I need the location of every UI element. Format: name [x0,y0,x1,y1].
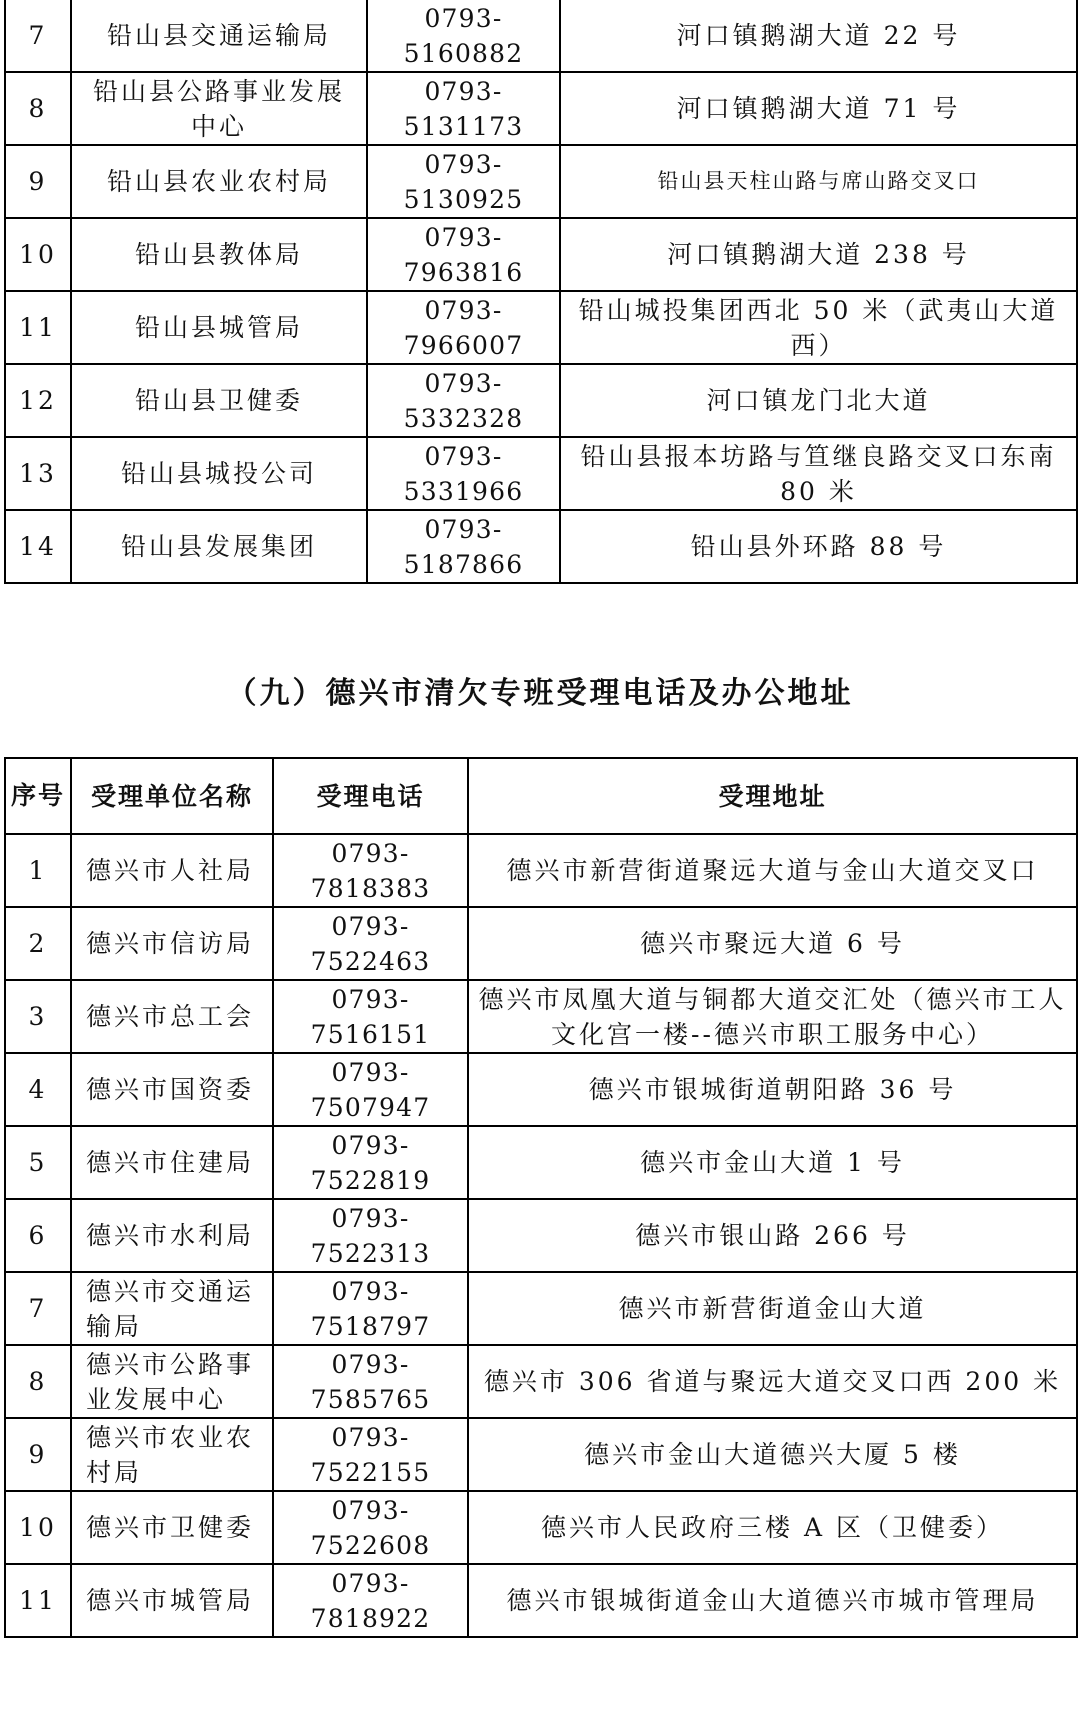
address: 德兴市银城街道金山大道德兴市城市管理局 [468,1564,1077,1637]
unit-name: 铅山县城投公司 [71,437,367,510]
unit-name: 铅山县城管局 [71,291,367,364]
row-number: 12 [5,364,71,437]
table-row [5,72,1077,145]
unit-name: 德兴市国资委 [71,1053,273,1126]
unit-name: 铅山县交通运输局 [71,0,367,72]
address: 铅山县天柱山路与席山路交叉口 [560,145,1077,218]
address: 德兴市金山大道 1 号 [468,1126,1077,1199]
row-number: 5 [5,1126,71,1199]
row-number: 3 [5,980,71,1053]
phone-number: 0793-7522608 [273,1491,468,1564]
header-phone: 受理电话 [273,758,468,834]
row-number: 7 [5,0,71,72]
table-header-row [5,758,1077,834]
contact-table-dexing [4,757,1078,1638]
phone-number: 0793-7963816 [367,218,560,291]
row-number: 4 [5,1053,71,1126]
table-row [5,364,1077,437]
address: 铅山城投集团西北 50 米（武夷山大道西） [560,291,1077,364]
phone-number: 0793-5331966 [367,437,560,510]
unit-name: 德兴市总工会 [71,980,273,1053]
phone-number: 0793-5160882 [367,0,560,72]
unit-name: 铅山县公路事业发展中心 [71,72,367,145]
header-address: 受理地址 [468,758,1077,834]
address: 铅山县外环路 88 号 [560,510,1077,583]
phone-number: 0793-7522313 [273,1199,468,1272]
address: 德兴市新营街道金山大道 [468,1272,1077,1345]
table-row [5,1199,1077,1272]
address: 德兴市凤凰大道与铜都大道交汇处（德兴市工人文化宫一楼--德兴市职工服务中心） [468,980,1077,1053]
table-row [5,437,1077,510]
table-row [5,218,1077,291]
unit-name: 德兴市住建局 [71,1126,273,1199]
table-row [5,1564,1077,1637]
unit-name: 德兴市农业农村局 [71,1418,273,1491]
row-number: 9 [5,145,71,218]
address: 德兴市人民政府三楼 A 区（卫健委） [468,1491,1077,1564]
table-row [5,834,1077,907]
address: 河口镇鹅湖大道 22 号 [560,0,1077,72]
row-number: 8 [5,1345,71,1418]
phone-number: 0793-7522463 [273,907,468,980]
header-number: 序号 [5,758,71,834]
header-unit: 受理单位名称 [71,758,273,834]
row-number: 10 [5,1491,71,1564]
unit-name: 铅山县卫健委 [71,364,367,437]
row-number: 14 [5,510,71,583]
unit-name: 铅山县农业农村局 [71,145,367,218]
address: 河口镇鹅湖大道 238 号 [560,218,1077,291]
row-number: 2 [5,907,71,980]
address: 铅山县报本坊路与笪继良路交叉口东南 80 米 [560,437,1077,510]
unit-name: 铅山县发展集团 [71,510,367,583]
unit-name: 德兴市卫健委 [71,1491,273,1564]
table-row [5,1126,1077,1199]
phone-number: 0793-7522819 [273,1126,468,1199]
unit-name: 德兴市水利局 [71,1199,273,1272]
table-row [5,907,1077,980]
table-row [5,1053,1077,1126]
unit-name: 德兴市公路事业发展中心 [71,1345,273,1418]
address: 河口镇龙门北大道 [560,364,1077,437]
row-number: 8 [5,72,71,145]
address: 德兴市聚远大道 6 号 [468,907,1077,980]
row-number: 7 [5,1272,71,1345]
row-number: 11 [5,291,71,364]
phone-number: 0793-7966007 [367,291,560,364]
table-row [5,980,1077,1053]
row-number: 6 [5,1199,71,1272]
row-number: 11 [5,1564,71,1637]
address: 德兴市 306 省道与聚远大道交叉口西 200 米 [468,1345,1077,1418]
unit-name: 德兴市交通运输局 [71,1272,273,1345]
phone-number: 0793-5332328 [367,364,560,437]
contact-table-yanshan [4,0,1078,584]
unit-name: 德兴市城管局 [71,1564,273,1637]
table-row [5,1345,1077,1418]
phone-number: 0793-7507947 [273,1053,468,1126]
row-number: 10 [5,218,71,291]
unit-name: 铅山县教体局 [71,218,367,291]
phone-number: 0793-7518797 [273,1272,468,1345]
row-number: 1 [5,834,71,907]
unit-name: 德兴市人社局 [71,834,273,907]
phone-number: 0793-7818922 [273,1564,468,1637]
address: 德兴市新营街道聚远大道与金山大道交叉口 [468,834,1077,907]
unit-name: 德兴市信访局 [71,907,273,980]
table-row [5,1418,1077,1491]
phone-number: 0793-5130925 [367,145,560,218]
address: 德兴市银山路 266 号 [468,1199,1077,1272]
table-row [5,1491,1077,1564]
row-number: 13 [5,437,71,510]
section-heading: （九）德兴市清欠专班受理电话及办公地址 [226,676,854,711]
phone-number: 0793-7522155 [273,1418,468,1491]
phone-number: 0793-7516151 [273,980,468,1053]
table-row [5,0,1077,72]
table-row [5,1272,1077,1345]
address: 德兴市金山大道德兴大厦 5 楼 [468,1418,1077,1491]
phone-number: 0793-7585765 [273,1345,468,1418]
row-number: 9 [5,1418,71,1491]
table-row [5,291,1077,364]
address: 德兴市银城街道朝阳路 36 号 [468,1053,1077,1126]
table-row [5,145,1077,218]
address: 河口镇鹅湖大道 71 号 [560,72,1077,145]
phone-number: 0793-7818383 [273,834,468,907]
phone-number: 0793-5187866 [367,510,560,583]
phone-number: 0793-5131173 [367,72,560,145]
table-row [5,510,1077,583]
